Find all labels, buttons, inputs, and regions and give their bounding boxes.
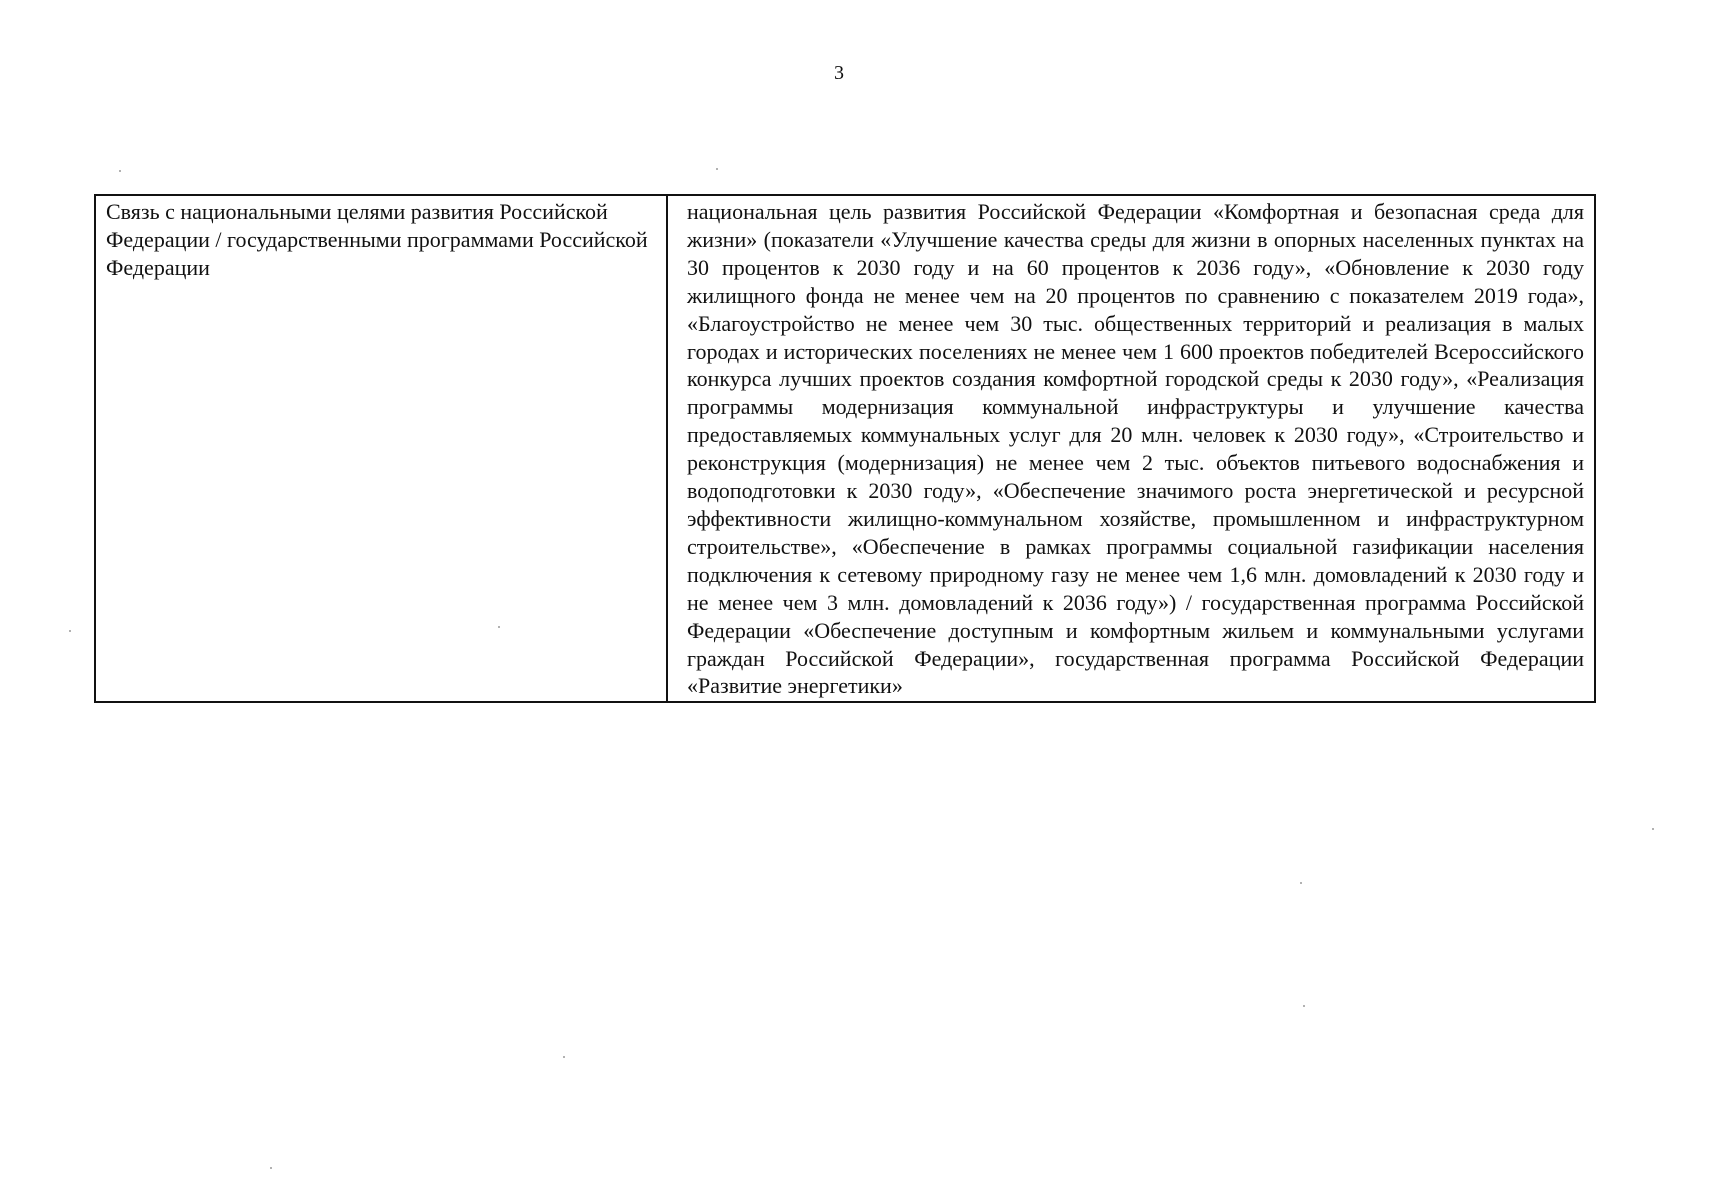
scan-speck [1300,882,1302,884]
scan-speck [1303,1005,1305,1007]
passport-table [94,194,1596,703]
row-value-cell: национальная цель развития Российской Федерации «Комфортная и безопасная среда для жизни» (показатели «Улучшение качества среды для жизни в опорных населенных пунктах на 30 процентов к 2030 году и на 60 процентов к 2036 году», «Обновление к 2030 году жилищного фонда не менее чем на 20 процентов по сравнению с показателем 2019 года», «Благоустройство не менее чем 30 тыс. общественных территорий и реализация в малых городах и исторических поселениях не менее чем 1 600 проектов победителей Всероссийского конкурса лучших проектов создания комфортной городской среды к 2030 году», «Реализация программы модернизация коммунальной инфраструктуры и улучшение качества предоставляемых коммунальных услуг для 20 млн. человек к 2030 году», «Строительство и реконструкция (модернизация) не менее чем 2 тыс. объектов питьевого водоснабжения и водоподготовки к 2030 году», «Обеспечение значимого роста энергетической и ресурсной эффективности жилищно-коммунальном хозяйстве, промышленном и инфраструктурном строительстве», «Обеспечение в рамках программы социальной газификации населения подключения к сетевому природному газу не менее чем 1,6 млн. домовладений к 2030 году и не менее чем 3 млн. домовладений к 2036 году») / государственная программа Российской Федерации «Обеспечение доступным и комфортным жильем и коммунальными услугами граждан Российской Федерации», государственная программа Российской Федерации «Развитие энергетики» [667,195,1595,702]
scan-speck [498,626,500,628]
row-label-cell: Связь с национальными целями развития Российской Федерации / государственными программами Российской Федерации [95,195,667,702]
table-row [95,195,1595,702]
scan-speck [716,168,718,170]
scan-speck [119,170,121,172]
scan-speck [270,1167,272,1169]
page-number: 3 [834,62,844,84]
scan-speck [563,1056,565,1058]
scan-speck [1652,828,1654,830]
scan-speck [69,630,71,632]
